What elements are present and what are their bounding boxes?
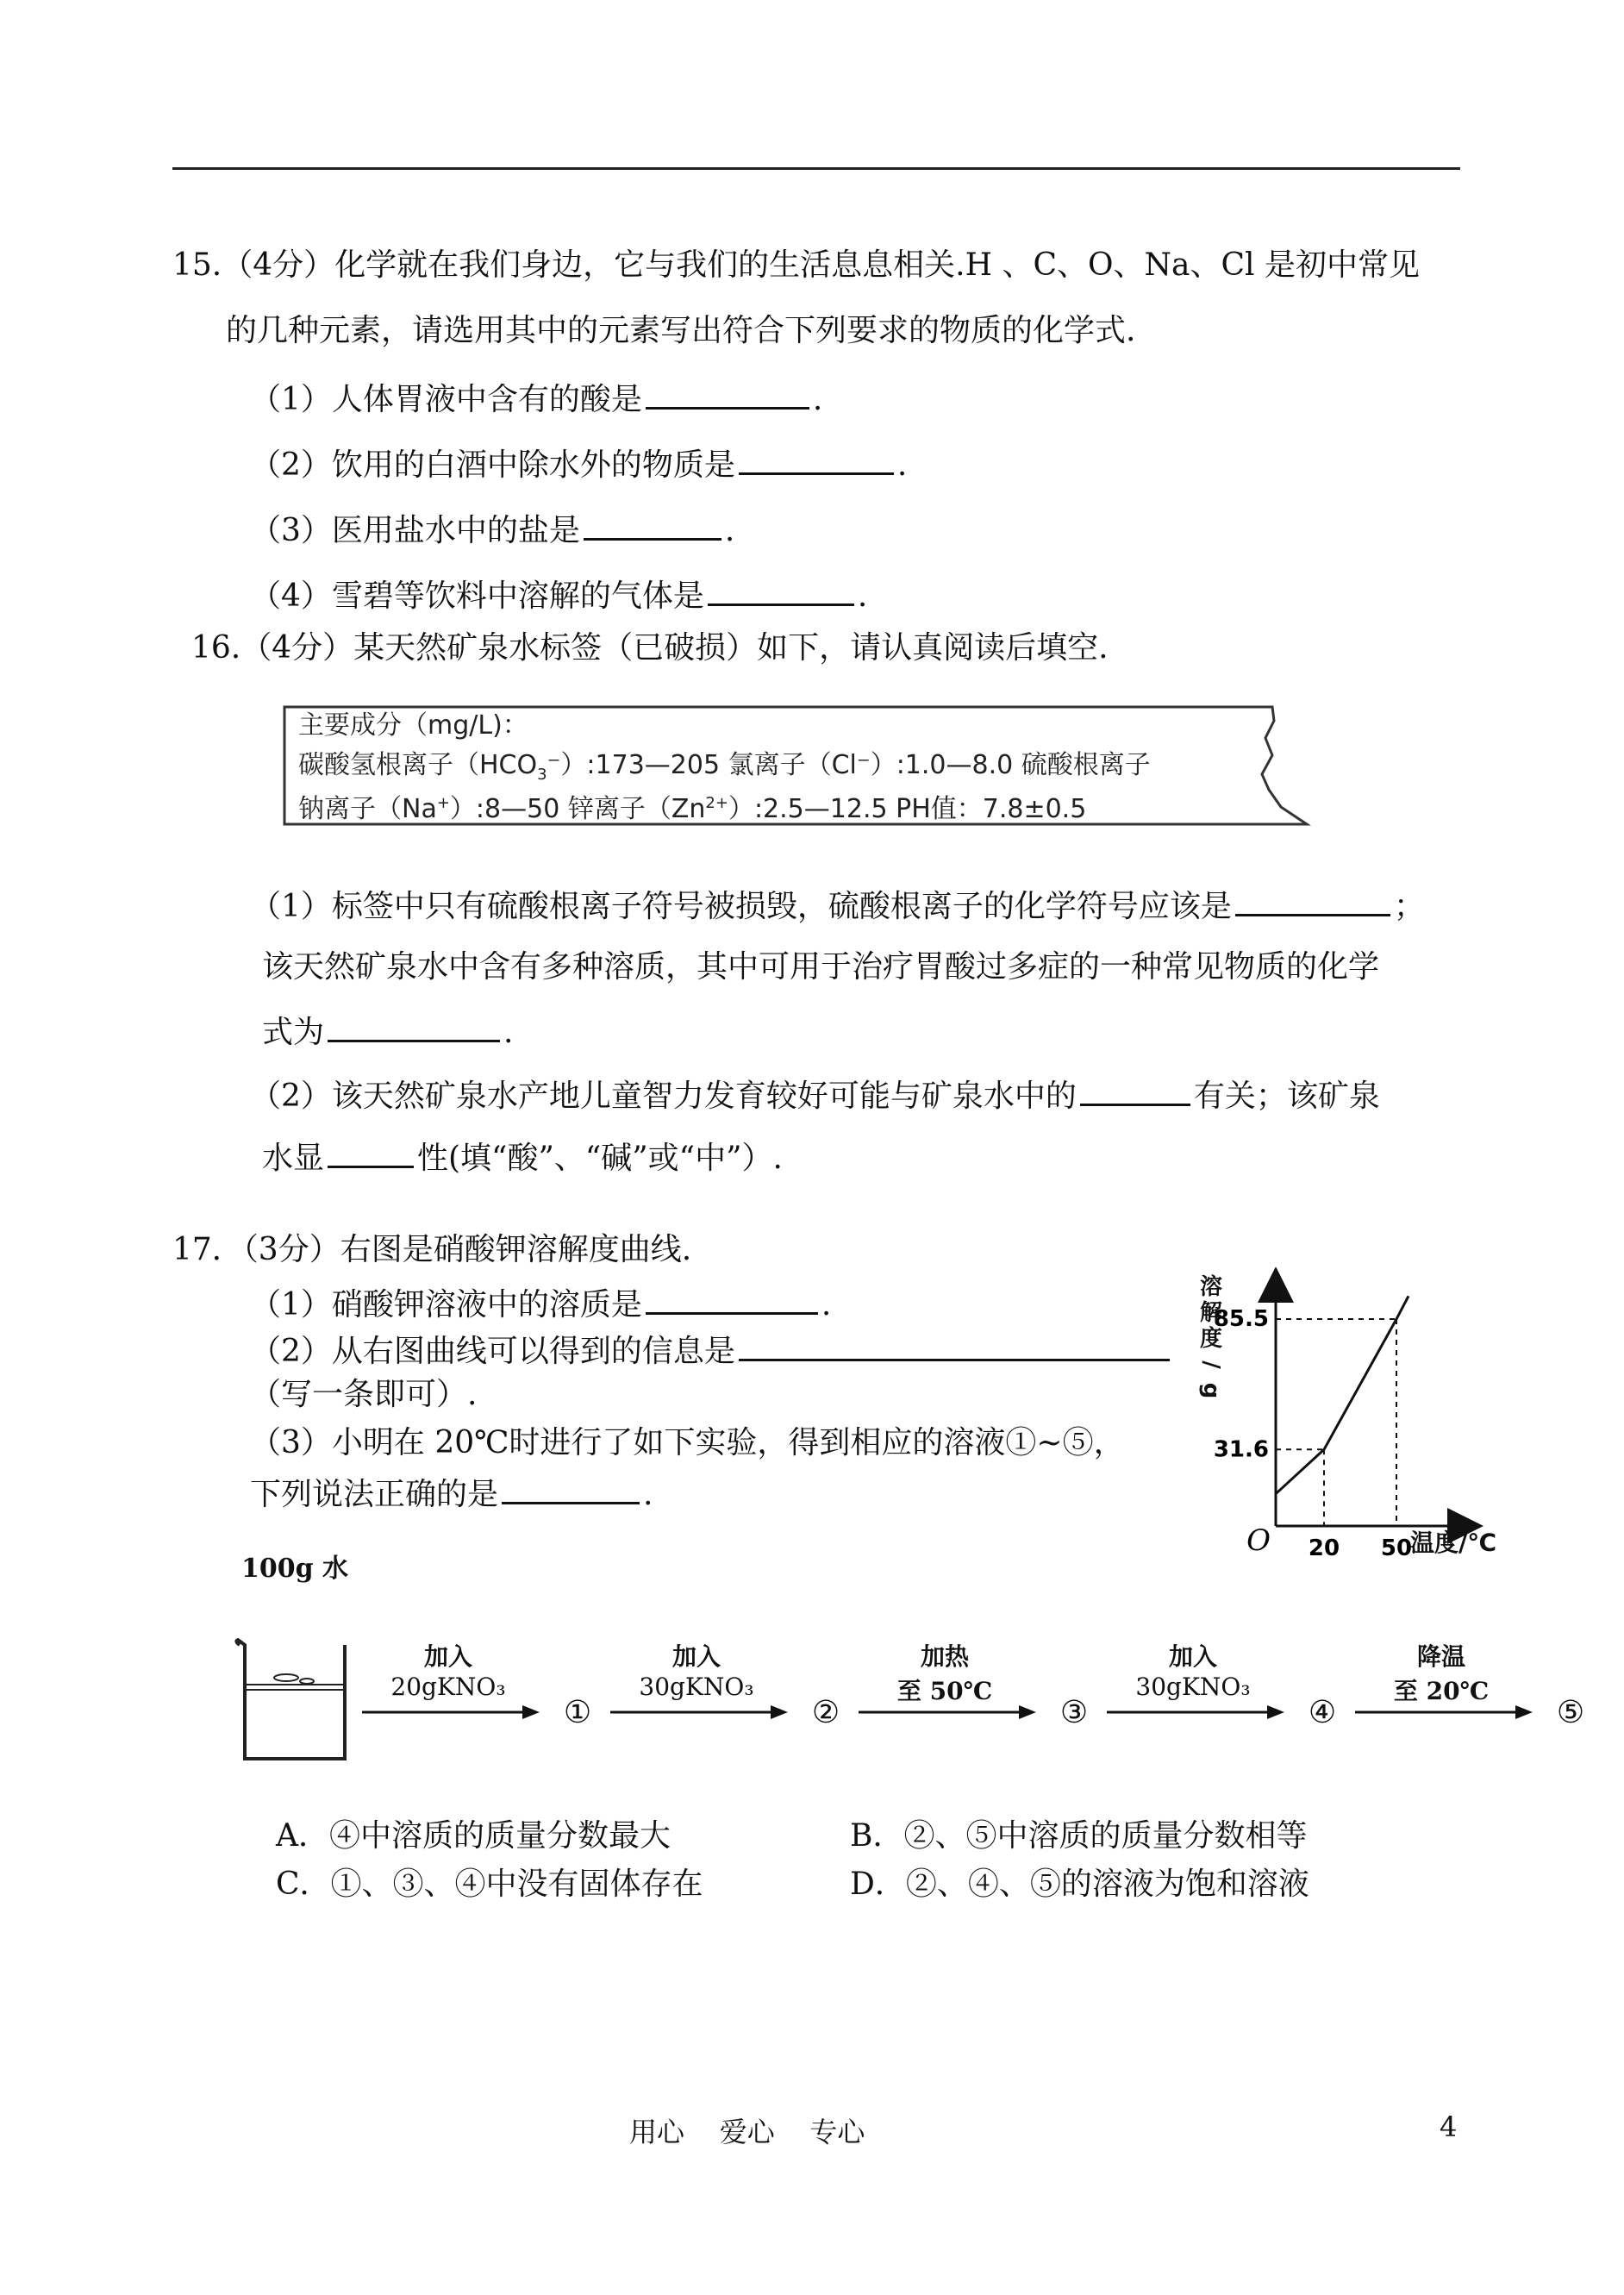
q16-p1-line3-text: 式为 xyxy=(262,1015,325,1050)
answer-blank[interactable] xyxy=(502,1473,640,1504)
period: . xyxy=(643,1477,653,1512)
q15-item-4-text: （4）雪碧等饮料中溶解的气体是 xyxy=(250,578,704,614)
y-label-char: 度 xyxy=(1199,1326,1222,1352)
flow-step-detail: 30gKNO₃ xyxy=(639,1673,754,1701)
y-tick-label: 31.6 xyxy=(1213,1436,1269,1463)
answer-blank[interactable] xyxy=(739,1329,1170,1361)
chart-x-label: 温度/℃ xyxy=(1410,1529,1497,1557)
y-label-char: 解 xyxy=(1199,1300,1222,1326)
flow-step-action: 加热 xyxy=(920,1642,969,1671)
answer-blank[interactable] xyxy=(328,1010,500,1042)
answer-blank[interactable] xyxy=(646,1283,818,1315)
top-rule xyxy=(172,167,1460,170)
flow-arrow xyxy=(1355,1702,1545,1723)
period: . xyxy=(821,1287,832,1323)
answer-blank[interactable] xyxy=(1080,1074,1190,1106)
q16-p2-line2-text-a: 水显 xyxy=(262,1141,325,1176)
q15-item-3-text: （3）医用盐水中的盐是 xyxy=(250,513,580,548)
beaker-icon xyxy=(233,1638,353,1764)
flow-arrow xyxy=(1107,1702,1296,1723)
x-tick-label: 20 xyxy=(1308,1535,1340,1561)
flow-step-action: 加入 xyxy=(423,1642,472,1671)
period: . xyxy=(503,1015,514,1050)
q16-p2-line2-text-b: 性(填“酸”、“碱”或“中”）. xyxy=(417,1141,783,1176)
q16-line1: 16.（4分）某天然矿泉水标签（已破损）如下，请认真阅读后填空. xyxy=(191,630,1109,666)
period: . xyxy=(857,578,868,614)
q16-p2-text-b: 有关；该矿泉 xyxy=(1193,1079,1380,1114)
solubility-curve xyxy=(1276,1296,1409,1493)
q17-p3b xyxy=(250,1473,653,1514)
y-label-char: g xyxy=(1198,1382,1224,1399)
y-tick-label: 85.5 xyxy=(1213,1306,1269,1332)
flow-step-detail: 30gKNO₃ xyxy=(1135,1673,1251,1701)
flow-solution-number: ④ xyxy=(1308,1695,1337,1730)
answer-blank[interactable] xyxy=(328,1136,414,1168)
flow-step-action: 降温 xyxy=(1416,1642,1465,1671)
q16-p1-line2: 该天然矿泉水中含有多种溶质，其中可用于治疗胃酸过多症的一种常见物质的化学 xyxy=(262,949,1380,985)
answer-blank[interactable] xyxy=(646,378,809,410)
q16-p1-text: （1）标签中只有硫酸根离子符号被损毁，硫酸根离子的化学符号应该是 xyxy=(250,889,1232,924)
y-label-char: / xyxy=(1198,1360,1224,1369)
q17-p2-text: （2）从右图曲线可以得到的信息是 xyxy=(250,1334,735,1369)
flow-step-action: 加入 xyxy=(1168,1642,1217,1671)
flow-step-detail: 至 20℃ xyxy=(1393,1677,1490,1705)
flow-solution-number: ③ xyxy=(1059,1695,1089,1730)
q17-p3a: （3）小明在 20℃时进行了如下实验，得到相应的溶液①~⑤， xyxy=(250,1425,1125,1460)
period: . xyxy=(896,447,908,483)
q15-line2: 的几种元素，请选用其中的元素写出符合下列要求的物质的化学式. xyxy=(226,313,1136,348)
label-row-1: 主要成分（mg/L)： xyxy=(298,710,528,741)
flow-solution-number: ⑤ xyxy=(1556,1695,1585,1730)
q17-p3b-text: 下列说法正确的是 xyxy=(250,1477,499,1512)
flow-arrow xyxy=(362,1702,552,1723)
q17-p2b: （写一条即可）. xyxy=(250,1377,478,1412)
chart-y-label xyxy=(1196,1274,1226,1404)
q17-line1: 17．（3分）右图是硝酸钾溶解度曲线. xyxy=(172,1232,692,1267)
answer-blank[interactable] xyxy=(584,509,721,541)
answer-blank[interactable] xyxy=(708,574,854,606)
flow-arrow xyxy=(859,1702,1048,1723)
water-label: 100g 水 xyxy=(241,1554,349,1584)
option-d[interactable]: D．②、④、⑤的溶液为饱和溶液 xyxy=(850,1867,1309,1902)
mineral-water-label xyxy=(281,704,1315,828)
q16-p2-line2 xyxy=(262,1136,783,1178)
x-tick-label: 50 xyxy=(1380,1535,1413,1561)
page-number: 4 xyxy=(1440,2111,1458,2143)
flow-solution-number: ① xyxy=(563,1695,592,1730)
flow-step-detail: 20gKNO₃ xyxy=(390,1673,506,1701)
q15-item-4 xyxy=(250,574,867,616)
answer-blank[interactable] xyxy=(1235,885,1390,916)
label-row-2: 碳酸氢根离子$(HCO_3^-):173—205$ 氯离子（Cl⁻）:1.0—8.0 硫酸根离子 xyxy=(298,750,1151,784)
q15-line1: 15.（4分）化学就在我们身边，它与我们的生活息息相关.H 、C、O、Na、Cl 是初中常见 xyxy=(172,247,1420,283)
semicolon: ； xyxy=(1393,889,1425,924)
option-c[interactable]: C．①、③、④中没有固体存在 xyxy=(276,1867,703,1902)
footer-motto: 用心 爱心 专心 xyxy=(629,2116,865,2148)
q15-item-2 xyxy=(250,443,907,485)
option-b[interactable]: B．②、⑤中溶质的质量分数相等 xyxy=(850,1818,1308,1854)
y-label-char: 溶 xyxy=(1199,1274,1222,1300)
q15-item-2-text: （2）饮用的白酒中除水外的物质是 xyxy=(250,447,735,483)
flow-solution-number: ② xyxy=(811,1695,840,1730)
q16-p1-line1 xyxy=(250,885,1425,926)
q15-item-1 xyxy=(250,378,822,419)
period: . xyxy=(812,382,823,417)
flow-step-action: 加入 xyxy=(671,1642,721,1671)
q17-p1 xyxy=(250,1283,831,1324)
q16-p1-line3 xyxy=(262,1010,513,1052)
q17-p1-text: （1）硝酸钾溶液中的溶质是 xyxy=(250,1287,642,1323)
flow-arrow xyxy=(610,1702,800,1723)
flow-step-detail: 至 50℃ xyxy=(896,1677,993,1705)
answer-blank[interactable] xyxy=(739,443,894,475)
q16-p2-text-a: （2）该天然矿泉水产地儿童智力发育较好可能与矿泉水中的 xyxy=(250,1079,1077,1114)
q15-item-3 xyxy=(250,509,734,550)
origin-label: O xyxy=(1246,1523,1271,1558)
label-row-3: 钠离子（Na+）:8—50 锌离子$(Zn^{2+}):2.5—12.5$ PH值：7.8±0.5 xyxy=(298,794,1087,824)
q15-item-1-text: （1）人体胃液中含有的酸是 xyxy=(250,382,642,417)
q16-p2-line1 xyxy=(250,1074,1380,1116)
option-a[interactable]: A．④中溶质的质量分数最大 xyxy=(276,1818,671,1854)
period: . xyxy=(724,513,735,548)
q17-p2 xyxy=(250,1329,1173,1371)
